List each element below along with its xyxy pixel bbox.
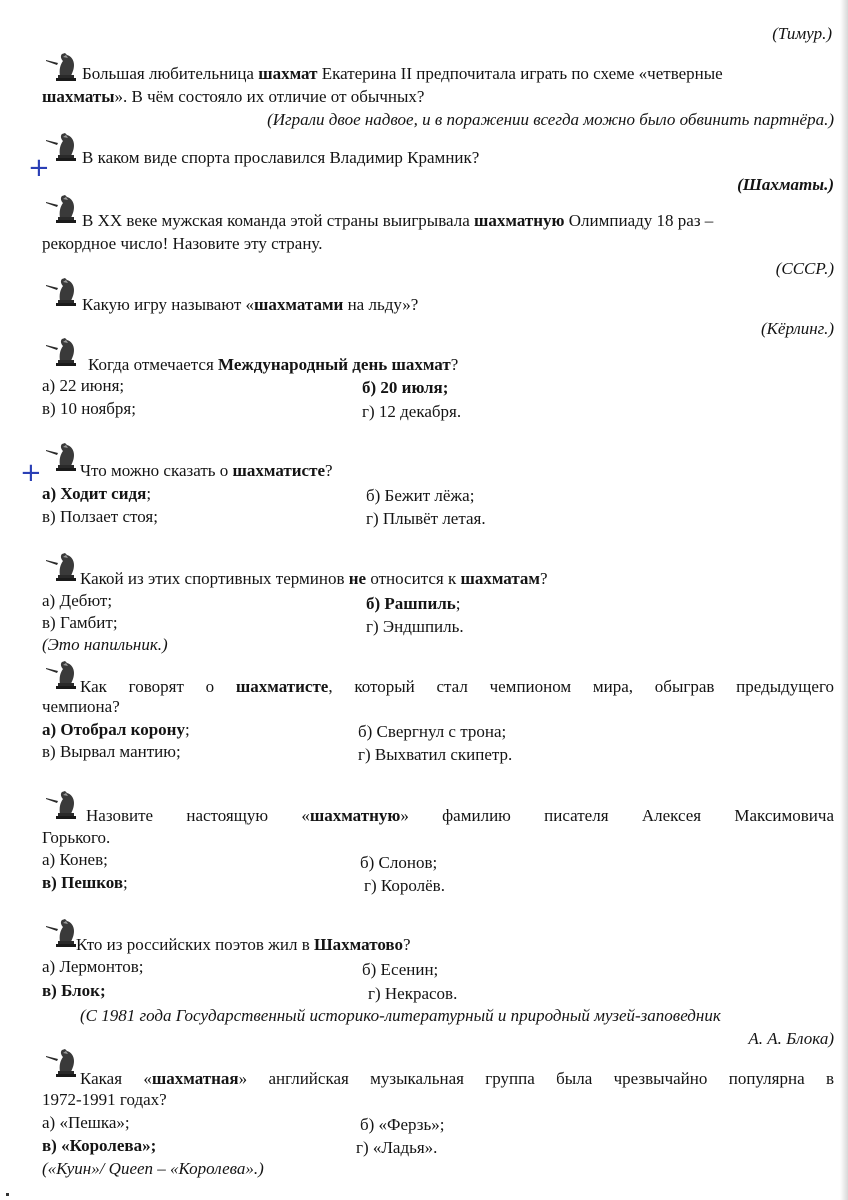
answer-prev: (Тимур.) bbox=[772, 24, 832, 43]
option-7b-correct: б) Рашпиль; bbox=[366, 594, 461, 613]
chess-knight-icon bbox=[46, 336, 78, 366]
question-3-line-1: В XX веке мужская команда этой страны выигрывала шахматную Олимпиаду 18 раз – bbox=[82, 211, 714, 230]
chess-knight-icon bbox=[46, 551, 78, 581]
question-3-line-2: рекордное число! Назовите эту страну. bbox=[42, 234, 323, 253]
chess-knight-icon bbox=[46, 1047, 78, 1077]
answer-3: (СССР.) bbox=[775, 259, 834, 278]
question-4: Какую игру называют «шахматами на льду»? bbox=[82, 295, 419, 314]
option-6a-correct: а) Ходит сидя; bbox=[42, 484, 152, 503]
option-9c-correct: в) Пешков; bbox=[42, 873, 128, 892]
option-8d: г) Выхватил скипетр. bbox=[358, 745, 513, 764]
question-8-line-1: Как говорят о шахматисте, который стал чемпионом мира, обыграв предыдущего bbox=[80, 677, 834, 696]
option-10b: б) Есенин; bbox=[362, 960, 439, 979]
option-10d: г) Некрасов. bbox=[368, 984, 458, 1003]
option-11d: г) «Ладья». bbox=[356, 1138, 438, 1157]
question-9-line-2: Горького. bbox=[42, 828, 111, 847]
question-2: В каком виде спорта прославился Владимир Крамник? bbox=[82, 148, 480, 167]
scan-dot bbox=[6, 1193, 9, 1196]
note-7: (Это напильник.) bbox=[42, 635, 168, 654]
option-11a: а) «Пешка»; bbox=[42, 1113, 130, 1132]
option-8b: б) Свергнул с трона; bbox=[358, 722, 507, 741]
chess-knight-icon bbox=[46, 441, 78, 471]
option-7c: в) Гамбит; bbox=[42, 613, 118, 632]
question-9-line-1: Назовите настоящую «шахматную» фамилию писателя Алексея Максимовича bbox=[86, 806, 835, 825]
question-1-line-2: шахматы». В чём состояло их отличие от обычных? bbox=[42, 87, 425, 106]
option-6d: г) Плывёт летая. bbox=[366, 509, 486, 528]
answer-1: (Играли двое надвое, и в поражении всегда можно было обвинить партнёра.) bbox=[267, 110, 834, 129]
option-6b: б) Бежит лёжа; bbox=[366, 486, 475, 505]
note-11: («Куин»/ Queen – «Королева».) bbox=[42, 1159, 264, 1178]
question-7: Какой из этих спортивных терминов не относится к шахматам? bbox=[80, 569, 548, 588]
question-6: Что можно сказать о шахматисте? bbox=[80, 461, 333, 480]
option-10c-correct: в) Блок; bbox=[42, 981, 106, 1000]
question-11-line-1: Какая «шахматная» английская музыкальная группа была чрезвычайно популярна в bbox=[80, 1069, 834, 1088]
note-10-line-2: А. А. Блока) bbox=[748, 1029, 834, 1048]
chess-knight-icon bbox=[46, 131, 78, 161]
chess-knight-icon bbox=[46, 193, 78, 223]
question-10: Кто из российских поэтов жил в Шахматово? bbox=[76, 935, 411, 954]
option-5b-correct: б) 20 июля; bbox=[362, 378, 449, 397]
chess-knight-icon bbox=[46, 917, 78, 947]
option-8c: в) Вырвал мантию; bbox=[42, 742, 181, 761]
option-8a-correct: а) Отобрал корону; bbox=[42, 720, 190, 739]
option-9b: б) Слонов; bbox=[360, 853, 438, 872]
handwritten-plus-mark: + bbox=[20, 458, 42, 488]
question-11-line-2: 1972-1991 годах? bbox=[42, 1090, 167, 1109]
scan-edge-shadow bbox=[840, 0, 848, 1200]
option-5d: г) 12 декабря. bbox=[362, 402, 462, 421]
option-7a: а) Дебют; bbox=[42, 591, 113, 610]
option-9a: а) Конев; bbox=[42, 850, 108, 869]
option-5c: в) 10 ноября; bbox=[42, 399, 136, 418]
option-11b: б) «Ферзь»; bbox=[360, 1115, 445, 1134]
option-10a: а) Лермонтов; bbox=[42, 957, 144, 976]
answer-4: (Кёрлинг.) bbox=[760, 319, 834, 338]
option-11c-correct: в) «Королева»; bbox=[42, 1136, 157, 1155]
note-10-line-1: (С 1981 года Государственный историко-литературный и природный музей-заповедник bbox=[80, 1006, 721, 1025]
chess-knight-icon bbox=[46, 659, 78, 689]
question-5: Когда отмечается Международный день шахмат? bbox=[88, 355, 459, 374]
question-1-line-1: Большая любительница шахмат Екатерина II предпочитала играть по схеме «четверные bbox=[82, 64, 723, 83]
question-8-line-2: чемпиона? bbox=[42, 697, 120, 716]
option-7d: г) Эндшпиль. bbox=[366, 617, 464, 636]
option-5a: а) 22 июня; bbox=[42, 376, 125, 395]
chess-knight-icon bbox=[46, 51, 78, 81]
answer-2: (Шахматы.) bbox=[737, 175, 834, 194]
chess-knight-icon bbox=[46, 789, 78, 819]
option-9d: г) Королёв. bbox=[364, 876, 445, 895]
option-6c: в) Ползает стоя; bbox=[42, 507, 158, 526]
handwritten-plus-mark: + bbox=[28, 153, 50, 183]
chess-knight-icon bbox=[46, 276, 78, 306]
